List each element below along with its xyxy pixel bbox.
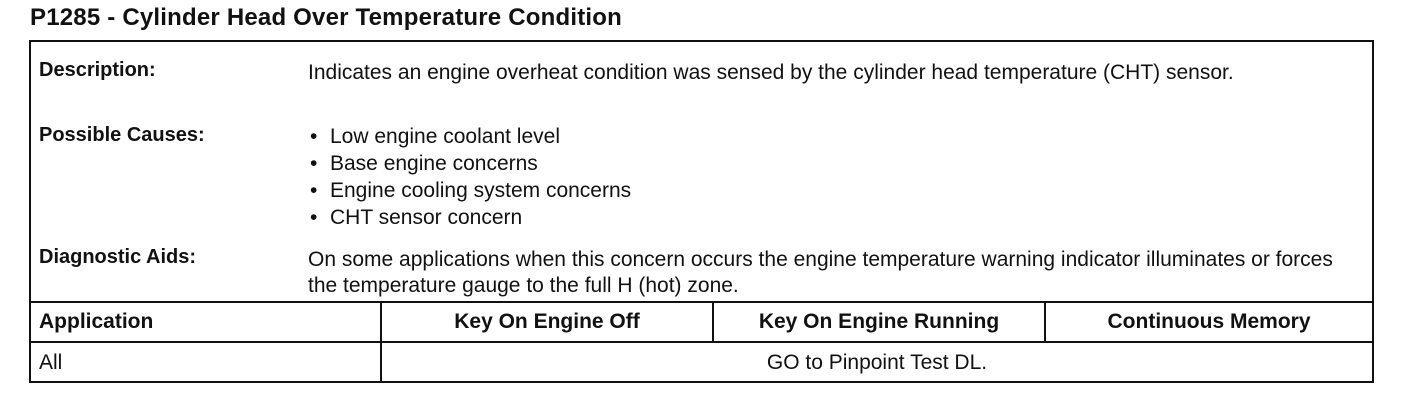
cause-text: CHT sensor concern <box>330 206 523 229</box>
bullet-icon: • <box>310 206 318 229</box>
diagnostic-aids-label: Diagnostic Aids: <box>39 246 197 268</box>
list-item <box>308 123 1358 150</box>
header-application: Application <box>39 310 154 333</box>
cause-text: Engine cooling system concerns <box>330 179 632 202</box>
column-divider <box>1044 303 1046 341</box>
description-label: Description: <box>39 59 156 81</box>
application-cell: All <box>39 351 63 374</box>
bullet-icon: • <box>310 125 318 148</box>
possible-causes-label: Possible Causes: <box>39 124 205 146</box>
header-key-on-engine-running: Key On Engine Running <box>758 310 1000 333</box>
header-continuous-memory: Continuous Memory <box>1107 310 1311 333</box>
possible-causes-list <box>308 123 1358 231</box>
diagnostic-aids-text: On some applications when this concern occurs the engine temperature warning indicator illuminates or forces the temperature gauge to the full H (hot) zone. <box>308 248 1333 297</box>
dtc-info-table <box>29 40 1374 383</box>
column-divider <box>712 303 714 341</box>
cause-text: Base engine concerns <box>330 152 538 175</box>
header-key-on-engine-off: Key On Engine Off <box>454 310 640 333</box>
description-text: Indicates an engine overheat condition was sensed by the cylinder head temperature (CHT) sensor. <box>308 61 1234 84</box>
page-title: P1285 - Cylinder Head Over Temperature Condition <box>30 4 622 31</box>
dtc-info-section <box>31 42 1372 301</box>
list-item <box>308 204 1358 231</box>
application-grid <box>31 301 1372 383</box>
list-item <box>308 150 1358 177</box>
pinpoint-test-cell: GO to Pinpoint Test DL. <box>766 351 988 374</box>
cause-text: Low engine coolant level <box>330 125 560 148</box>
bullet-icon: • <box>310 152 318 175</box>
list-item <box>308 177 1358 204</box>
bullet-icon: • <box>310 179 318 202</box>
